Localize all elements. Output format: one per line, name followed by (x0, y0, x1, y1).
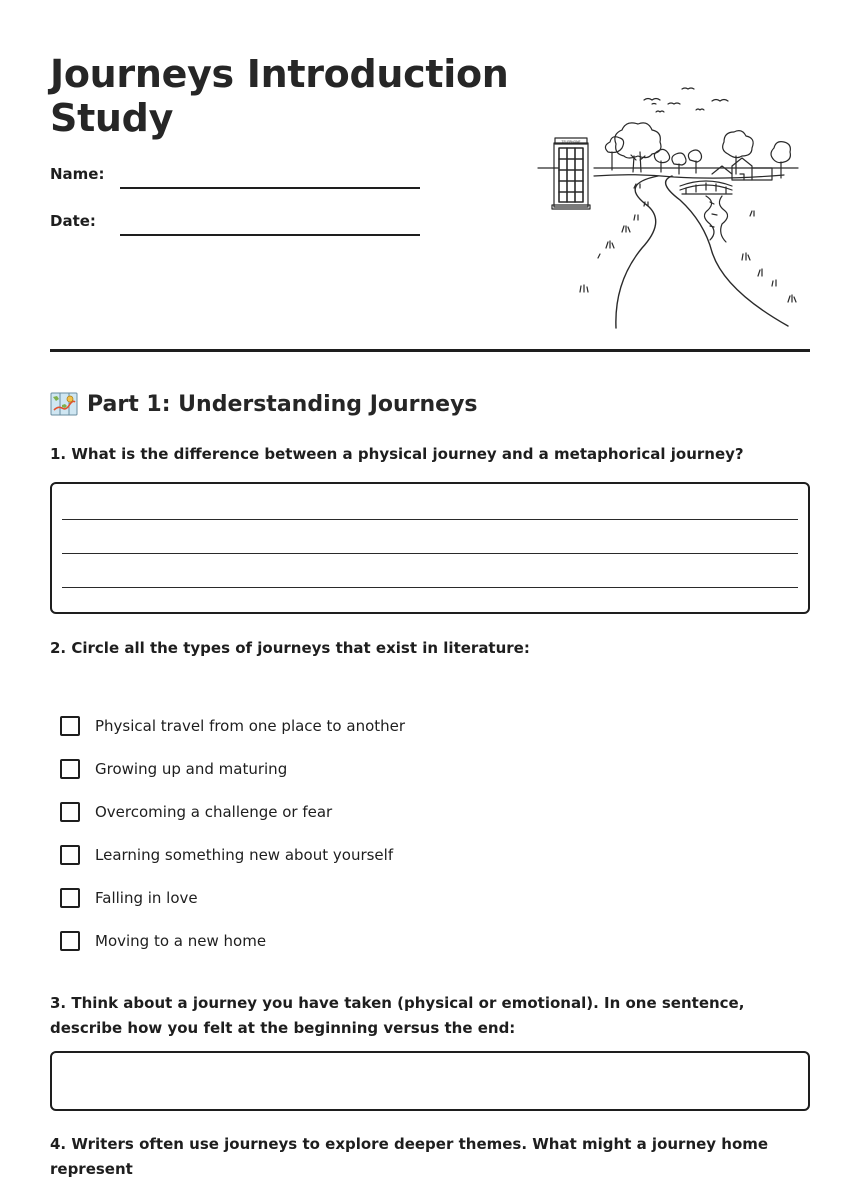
question-4: 4. Writers often use journeys to explore deeper themes. What might a journey home represent (50, 1135, 769, 1178)
writing-line (62, 553, 798, 554)
question-1: 1. What is the difference between a physical journey and a metaphorical journey? (50, 445, 744, 463)
checkbox[interactable] (60, 716, 80, 736)
option-overcoming-challenge[interactable] (60, 790, 405, 833)
option-growing-up[interactable] (60, 747, 405, 790)
name-label: Name: (50, 165, 105, 183)
section-heading (50, 388, 478, 420)
option-moving-home[interactable] (60, 919, 405, 962)
checkbox[interactable] (60, 888, 80, 908)
date-label: Date: (50, 212, 96, 230)
name-field[interactable] (120, 187, 420, 189)
landscape-path-illustration (536, 80, 806, 330)
journey-types-list (60, 704, 405, 962)
question-2: 2. Circle all the types of journeys that exist in literature: (50, 639, 530, 657)
checkbox[interactable] (60, 759, 80, 779)
option-physical-travel[interactable] (60, 704, 405, 747)
writing-line (62, 587, 798, 588)
section-title: Part 1: Understanding Journeys (87, 391, 478, 417)
option-label: Growing up and maturing (95, 759, 288, 778)
header-divider (50, 349, 810, 352)
option-label: Learning something new about yourself (95, 845, 394, 864)
worksheet-page (50, 0, 810, 1178)
svg-text:TELEPHONE: TELEPHONE (561, 140, 581, 144)
checkbox[interactable] (60, 845, 80, 865)
page-title: Journeys Introduction Study (50, 52, 509, 140)
map-icon (50, 391, 78, 417)
answer-box-3[interactable] (50, 1051, 810, 1111)
question-3: 3. Think about a journey you have taken (physical or emotional). In one sentence, describe how you felt at the beginning versus the end: (50, 994, 745, 1037)
option-falling-in-love[interactable] (60, 876, 405, 919)
answer-box-1[interactable] (50, 482, 810, 614)
option-label: Moving to a new home (95, 931, 267, 950)
option-label: Physical travel from one place to another (95, 716, 406, 735)
checkbox[interactable] (60, 802, 80, 822)
writing-line (62, 519, 798, 520)
date-field[interactable] (120, 234, 420, 236)
telephone-box (552, 138, 590, 209)
option-label: Falling in love (95, 888, 198, 907)
option-label: Overcoming a challenge or fear (95, 802, 333, 821)
checkbox[interactable] (60, 931, 80, 951)
option-learning-yourself[interactable] (60, 833, 405, 876)
